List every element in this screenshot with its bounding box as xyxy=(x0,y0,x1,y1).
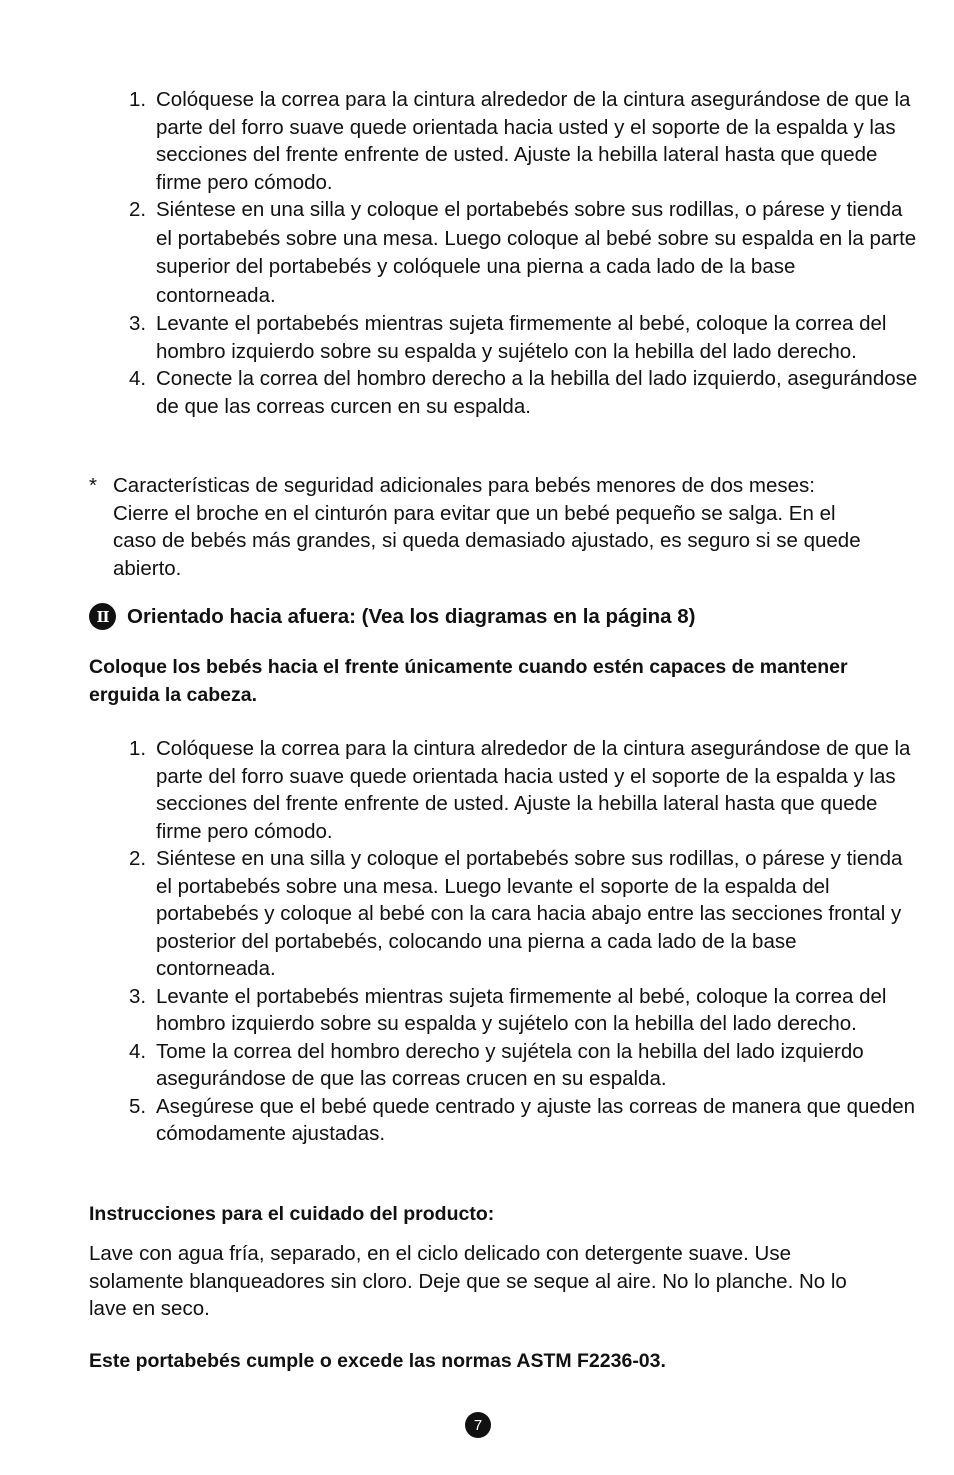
step-text: Colóquese la correa para la cintura alrededor de la cintura asegurándose de que la parte del forro suave quede orientada hacia usted y el soporte de la espalda y las secciones del frente enfrente de usted. Ajuste la hebilla lateral hasta que quede firme pero cómodo. xyxy=(156,737,911,843)
list-item xyxy=(129,1038,919,1093)
step-text: Levante el portabebés mientras sujeta firmemente al bebé, coloque la correa del hombro izquierdo sobre su espalda y sujételo con la hebilla del lado derecho. xyxy=(156,984,887,1035)
list-item xyxy=(129,1093,919,1148)
step-text: Asegúrese que el bebé quede centrado y ajuste las correas de manera que queden cómodamente ajustadas. xyxy=(156,1094,916,1145)
step-number: 3. xyxy=(129,312,147,335)
list-item xyxy=(129,310,919,365)
step-number: 1. xyxy=(129,737,147,760)
step-number: 2. xyxy=(129,847,147,870)
step-number: 5. xyxy=(129,1094,147,1118)
asterisk-marker: * xyxy=(89,474,97,497)
step-number: 1. xyxy=(129,88,147,111)
step-number: 2. xyxy=(129,198,147,221)
step-text: Levante el portabebés mientras sujeta firmemente al bebé, coloque la correa del hombro izquierdo sobre su espalda y sujételo con la hebilla del lado derecho. xyxy=(156,312,887,363)
list-item xyxy=(129,86,919,196)
page-number-badge: 7 xyxy=(465,1412,491,1438)
step-number: 4. xyxy=(129,367,147,390)
step-text: Colóquese la correa para la cintura alrededor de la cintura asegurándose de que la parte del forro suave quede orientada hacia usted y el soporte de la espalda y las secciones del frente enfrente de usted. Ajuste la hebilla lateral hasta que quede firme pero cómodo. xyxy=(156,88,911,194)
step-number: 4. xyxy=(129,1039,147,1063)
care-instructions-text: Lave con agua fría, separado, en el ciclo delicado con detergente suave. Use solamente blanqueadores sin cloro. Deje que se seque al aire. No lo planche. No lo lave en seco. xyxy=(89,1242,847,1320)
step-text: Tome la correa del hombro derecho y sujétela con la hebilla del lado izquierdo asegurándose de que las correas crucen en su espalda. xyxy=(156,1039,864,1090)
safety-note-text: Características de seguridad adicionales para bebés menores de dos meses: Cierre el broche en el cinturón para evitar que un bebé pequeño se salga. En el caso de bebés más grandes, si queda demasiado ajustado, es seguro si se quede abierto. xyxy=(113,474,861,580)
list-item xyxy=(129,845,919,983)
head-control-warning: Coloque los bebés hacia el frente únicamente cuando estén capaces de mantener erguida la cabeza. xyxy=(89,656,848,706)
care-instructions-heading: Instrucciones para el cuidado del producto: xyxy=(89,1203,495,1225)
safety-note xyxy=(89,472,873,582)
step-text: Siéntese en una silla y coloque el portabebés sobre sus rodillas, o párese y tienda el portabebés sobre una mesa. Luego coloque al bebé sobre su espalda en la parte superior del portabebés y colóquele una pierna a cada lado de la base contorneada. xyxy=(156,198,917,307)
step-number: 3. xyxy=(129,984,147,1008)
section-heading xyxy=(89,603,696,630)
inward-facing-steps-list xyxy=(129,86,919,420)
compliance-statement: Este portabebés cumple o excede las normas ASTM F2236-03. xyxy=(89,1350,666,1372)
section-title: Orientado hacia afuera: (Vea los diagramas en la página 8) xyxy=(127,604,696,628)
outward-facing-steps-list xyxy=(129,735,919,1148)
section-number-badge: II xyxy=(89,603,116,630)
step-text: Siéntese en una silla y coloque el portabebés sobre sus rodillas, o párese y tienda el portabebés sobre una mesa. Luego levante el soporte de la espalda del portabebés y coloque al bebé con la cara hacia abajo entre las secciones frontal y posterior del portabebés, colocando una pierna a cada lado de la base contorneada. xyxy=(156,847,903,980)
step-text: Conecte la correa del hombro derecho a la hebilla del lado izquierdo, asegurándose de que las correas curcen en su espalda. xyxy=(156,367,918,418)
list-item xyxy=(129,983,919,1038)
list-item xyxy=(129,735,919,845)
list-item xyxy=(129,196,919,310)
list-item xyxy=(129,365,919,420)
